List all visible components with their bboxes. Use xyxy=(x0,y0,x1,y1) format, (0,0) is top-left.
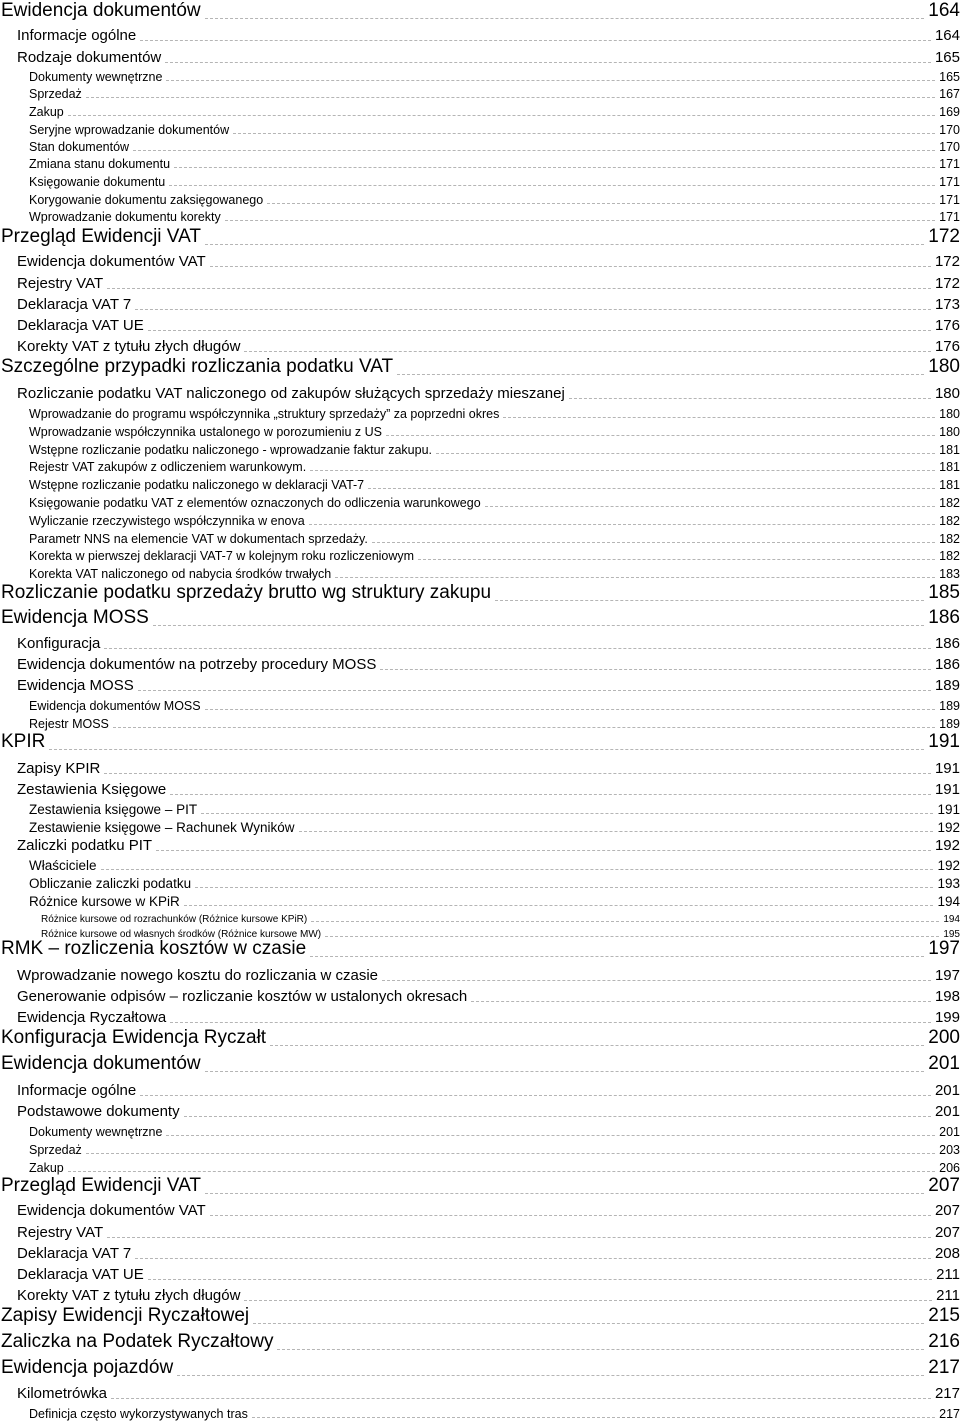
toc-entry xyxy=(0,583,960,604)
toc-entry xyxy=(0,894,960,909)
toc-entry xyxy=(0,760,960,777)
toc-leader-dots xyxy=(253,1323,924,1324)
toc-entry xyxy=(0,988,960,1005)
toc-entry-page-number: 201 xyxy=(934,1082,960,1099)
toc-entry-title: Szczególne przypadki rozliczania podatku VAT xyxy=(1,356,394,377)
toc-entry-page-number: 164 xyxy=(928,0,960,21)
toc-leader-dots xyxy=(569,398,931,399)
toc-entry-page-number: 192 xyxy=(937,858,960,873)
toc-entry xyxy=(0,548,960,563)
toc-entry-page-number: 216 xyxy=(928,1331,960,1352)
toc-entry-title: Ewidencja dokumentów VAT xyxy=(17,1202,206,1219)
toc-leader-dots xyxy=(166,80,935,81)
toc-entry-title: Zestawienie księgowe – Rachunek Wyników xyxy=(29,820,295,835)
toc-entry xyxy=(0,635,960,652)
toc-entry-page-number: 201 xyxy=(939,1125,960,1139)
toc-entry-page-number: 182 xyxy=(939,549,960,563)
toc-entry-page-number: 182 xyxy=(939,496,960,510)
toc-entry-title: Seryjne wprowadzanie dokumentów xyxy=(29,123,230,137)
toc-entry xyxy=(0,49,960,66)
toc-leader-dots xyxy=(368,488,935,489)
toc-entry-title: Księgowanie podatku VAT z elementów oznaczonych do odliczenia warunkowego xyxy=(29,496,481,510)
toc-entry xyxy=(0,495,960,510)
toc-leader-dots xyxy=(233,133,935,134)
toc-leader-dots xyxy=(148,330,931,331)
toc-entry-title: Korekta w pierwszej deklaracji VAT-7 w kolejnym roku rozliczeniowym xyxy=(29,549,415,563)
toc-leader-dots xyxy=(436,453,935,454)
toc-leader-dots xyxy=(107,288,931,289)
toc-leader-dots xyxy=(111,1398,931,1399)
toc-leader-dots xyxy=(380,669,931,670)
toc-entry xyxy=(0,1224,960,1241)
toc-entry-page-number: 181 xyxy=(939,478,960,492)
toc-entry-page-number: 215 xyxy=(928,1305,960,1326)
toc-entry-page-number: 194 xyxy=(937,894,960,909)
toc-entry xyxy=(0,209,960,224)
toc-entry-title: Księgowanie dokumentu xyxy=(29,175,166,189)
toc-entry xyxy=(0,1202,960,1219)
toc-entry-title: Rejestr VAT zakupów z odliczeniem warunkowym. xyxy=(29,460,307,474)
toc-entry xyxy=(0,1160,960,1175)
toc-entry xyxy=(0,296,960,313)
toc-entry xyxy=(0,104,960,119)
toc-entry-title: Zakup xyxy=(29,105,64,119)
toc-leader-dots xyxy=(325,936,939,937)
toc-entry xyxy=(0,174,960,189)
toc-leader-dots xyxy=(310,470,935,471)
toc-entry-page-number: 176 xyxy=(934,338,960,355)
toc-entry xyxy=(0,122,960,137)
toc-entry xyxy=(0,1124,960,1139)
toc-entry-title: Zaliczka na Podatek Ryczałtowy xyxy=(1,1331,274,1352)
toc-leader-dots xyxy=(170,794,931,795)
toc-entry xyxy=(0,1009,960,1026)
toc-entry xyxy=(0,837,960,854)
toc-entry-page-number: 182 xyxy=(939,532,960,546)
toc-leader-dots xyxy=(210,1215,931,1216)
toc-entry xyxy=(0,1332,960,1353)
toc-leader-dots xyxy=(495,600,924,601)
toc-entry xyxy=(0,338,960,355)
toc-entry-title: Różnice kursowe od rozrachunków (Różnice kursowe KPiR) xyxy=(41,914,308,925)
toc-entry-page-number: 172 xyxy=(934,275,960,292)
toc-leader-dots xyxy=(210,266,931,267)
toc-entry-page-number: 195 xyxy=(943,929,960,940)
toc-entry xyxy=(0,192,960,207)
toc-entry-page-number: 191 xyxy=(937,802,960,817)
toc-entry-title: Ewidencja dokumentów xyxy=(1,0,201,21)
toc-entry-page-number: 203 xyxy=(939,1143,960,1157)
toc-entry-page-number: 182 xyxy=(939,514,960,528)
toc-entry xyxy=(0,858,960,873)
toc-entry-page-number: 217 xyxy=(934,1385,960,1402)
toc-entry-page-number: 180 xyxy=(928,356,960,377)
toc-entry-title: Ewidencja MOSS xyxy=(1,607,149,628)
toc-entry-title: Obliczanie zaliczki podatku xyxy=(29,876,192,891)
toc-entry-page-number: 207 xyxy=(934,1224,960,1241)
toc-entry-page-number: 207 xyxy=(928,1175,960,1196)
toc-entry xyxy=(0,1103,960,1120)
toc-entry-title: Generowanie odpisów – rozliczanie kosztów w ustalonych okresach xyxy=(17,988,468,1005)
toc-entry-title: Rozliczanie podatku sprzedaży brutto wg struktury zakupu xyxy=(1,582,492,603)
toc-entry xyxy=(0,139,960,154)
toc-entry xyxy=(0,459,960,474)
toc-entry xyxy=(0,820,960,835)
toc-leader-dots xyxy=(225,220,935,221)
toc-leader-dots xyxy=(107,1237,931,1238)
toc-entry-page-number: 189 xyxy=(939,717,960,731)
toc-entry xyxy=(0,1406,960,1421)
toc-entry xyxy=(0,939,960,960)
toc-entry xyxy=(0,1358,960,1379)
toc-entry-page-number: 167 xyxy=(939,87,960,101)
toc-leader-dots xyxy=(148,1279,932,1280)
toc-leader-dots xyxy=(252,1417,935,1418)
toc-entry-page-number: 172 xyxy=(928,226,960,247)
toc-entry-page-number: 181 xyxy=(939,443,960,457)
toc-leader-dots xyxy=(104,773,931,774)
toc-entry-page-number: 169 xyxy=(939,105,960,119)
toc-entry-title: KPIR xyxy=(1,731,46,752)
toc-entry-title: Wprowadzanie współczynnika ustalonego w porozumieniu z US xyxy=(29,425,382,439)
toc-entry-page-number: 193 xyxy=(937,876,960,891)
toc-entry-title: Rozliczanie podatku VAT naliczonego od zakupów służących sprzedaży mieszanej xyxy=(17,385,565,402)
toc-entry-title: Ewidencja MOSS xyxy=(17,677,134,694)
toc-entry-page-number: 197 xyxy=(934,967,960,984)
toc-entry-title: Ewidencja dokumentów VAT xyxy=(17,253,206,270)
toc-entry-title: Informacje ogólne xyxy=(17,1082,137,1099)
toc-entry-title: Zapisy Ewidencji Ryczałtowej xyxy=(1,1305,250,1326)
toc-entry xyxy=(0,967,960,984)
toc-entry-page-number: 191 xyxy=(928,731,960,752)
toc-entry-title: Deklaracja VAT UE xyxy=(17,317,144,334)
toc-entry-title: Korekta VAT naliczonego od nabycia środków trwałych xyxy=(29,567,332,581)
toc-leader-dots xyxy=(170,1022,931,1023)
toc-entry-title: Korekty VAT z tytułu złych długów xyxy=(17,338,241,355)
toc-entry-title: Wstępne rozliczanie podatku naliczonego - wprowadzanie faktur zakupu. xyxy=(29,443,433,457)
toc-leader-dots xyxy=(299,831,934,832)
toc-entry-page-number: 199 xyxy=(934,1009,960,1026)
toc-leader-dots xyxy=(135,309,931,310)
toc-entry-page-number: 180 xyxy=(939,407,960,421)
toc-entry-page-number: 170 xyxy=(939,140,960,154)
toc-entry-title: Konfiguracja xyxy=(17,635,101,652)
toc-entry xyxy=(0,424,960,439)
toc-leader-dots xyxy=(86,97,935,98)
toc-entry-title: Podstawowe dokumenty xyxy=(17,1103,180,1120)
toc-leader-dots xyxy=(86,1153,935,1154)
toc-leader-dots xyxy=(165,62,931,63)
toc-leader-dots xyxy=(113,727,935,728)
toc-leader-dots xyxy=(244,1300,932,1301)
toc-leader-dots xyxy=(471,1001,931,1002)
toc-entry-page-number: 191 xyxy=(934,781,960,798)
toc-entry xyxy=(0,1287,960,1304)
toc-entry xyxy=(0,566,960,581)
toc-entry-page-number: 217 xyxy=(939,1407,960,1421)
toc-entry xyxy=(0,1306,960,1327)
toc-entry-title: Różnice kursowe od własnych środków (Różnice kursowe MW) xyxy=(41,929,322,940)
toc-entry-title: Definicja często wykorzystywanych tras xyxy=(29,1407,248,1421)
toc-leader-dots xyxy=(49,749,924,750)
toc-entry-page-number: 171 xyxy=(939,175,960,189)
toc-entry-page-number: 201 xyxy=(928,1053,960,1074)
toc-entry-title: Przegląd Ewidencji VAT xyxy=(1,226,201,247)
toc-entry-title: Zakup xyxy=(29,1161,64,1175)
toc-entry-title: Wprowadzanie nowego kosztu do rozliczania w czasie xyxy=(17,967,379,984)
toc-entry-page-number: 186 xyxy=(934,656,960,673)
toc-entry xyxy=(0,608,960,629)
toc-entry xyxy=(0,156,960,171)
toc-entry xyxy=(0,1082,960,1099)
toc-leader-dots xyxy=(418,559,935,560)
toc-leader-dots xyxy=(169,185,935,186)
toc-entry-page-number: 186 xyxy=(928,607,960,628)
toc-entry-title: Sprzedaż xyxy=(29,87,82,101)
toc-leader-dots xyxy=(140,1095,931,1096)
toc-entry-title: Ewidencja Ryczałtowa xyxy=(17,1009,167,1026)
toc-entry xyxy=(0,913,960,925)
toc-leader-dots xyxy=(101,869,934,870)
toc-entry-page-number: 180 xyxy=(939,425,960,439)
toc-entry-title: Zaliczki podatku PIT xyxy=(17,837,153,854)
toc-leader-dots xyxy=(277,1349,924,1350)
toc-entry xyxy=(0,1245,960,1262)
toc-entry xyxy=(0,531,960,546)
toc-entry xyxy=(0,385,960,402)
toc-leader-dots xyxy=(68,115,935,116)
toc-entry-page-number: 164 xyxy=(934,27,960,44)
toc-entry-page-number: 189 xyxy=(934,677,960,694)
toc-entry-title: Rejestr MOSS xyxy=(29,717,109,731)
toc-entry-title: Deklaracja VAT 7 xyxy=(17,296,132,313)
toc-entry-title: Zapisy KPIR xyxy=(17,760,101,777)
toc-entry xyxy=(0,275,960,292)
toc-entry xyxy=(0,656,960,673)
toc-entry xyxy=(0,86,960,101)
toc-entry-page-number: 183 xyxy=(939,567,960,581)
toc-leader-dots xyxy=(205,709,936,710)
toc-entry-title: Ewidencja dokumentów xyxy=(1,1053,201,1074)
toc-entry-page-number: 171 xyxy=(939,210,960,224)
toc-leader-dots xyxy=(311,921,939,922)
toc-leader-dots xyxy=(140,40,931,41)
toc-entry xyxy=(0,781,960,798)
toc-entry xyxy=(0,1054,960,1075)
toc-leader-dots xyxy=(133,150,935,151)
toc-leader-dots xyxy=(205,18,925,19)
toc-entry xyxy=(0,1266,960,1283)
toc-entry-title: Deklaracja VAT 7 xyxy=(17,1245,132,1262)
toc-leader-dots xyxy=(205,244,924,245)
toc-entry xyxy=(0,677,960,694)
toc-leader-dots xyxy=(205,1071,925,1072)
toc-leader-dots xyxy=(104,648,931,649)
toc-entry-title: Deklaracja VAT UE xyxy=(17,1266,144,1283)
toc-leader-dots xyxy=(310,956,924,957)
toc-leader-dots xyxy=(195,887,933,888)
toc-entry-title: Różnice kursowe w KPiR xyxy=(29,894,180,909)
toc-leader-dots xyxy=(372,542,935,543)
toc-entry-page-number: 207 xyxy=(934,1202,960,1219)
toc-entry-title: Parametr NNS na elemencie VAT w dokumentach sprzedaży. xyxy=(29,532,368,546)
toc-leader-dots xyxy=(267,203,935,204)
toc-entry xyxy=(0,406,960,421)
toc-entry-page-number: 206 xyxy=(939,1161,960,1175)
toc-entry xyxy=(0,513,960,528)
toc-leader-dots xyxy=(270,1045,924,1046)
toc-entry-title: Stan dokumentów xyxy=(29,140,130,154)
toc-entry-page-number: 208 xyxy=(934,1245,960,1262)
toc-entry-page-number: 198 xyxy=(934,988,960,1005)
toc-entry-page-number: 189 xyxy=(939,699,960,713)
toc-entry-page-number: 200 xyxy=(928,1027,960,1048)
toc-entry xyxy=(0,227,960,248)
toc-entry-title: Wprowadzanie dokumentu korekty xyxy=(29,210,221,224)
toc-entry xyxy=(0,1385,960,1402)
toc-leader-dots xyxy=(503,417,935,418)
toc-entry xyxy=(0,1176,960,1197)
toc-entry-title: Ewidencja dokumentów na potrzeby procedury MOSS xyxy=(17,656,377,673)
toc-leader-dots xyxy=(382,980,931,981)
toc-entry xyxy=(0,1,960,22)
toc-entry-title: Konfiguracja Ewidencja Ryczałt xyxy=(1,1027,267,1048)
toc-entry xyxy=(0,357,960,378)
toc-entry-title: Dokumenty wewnętrzne xyxy=(29,1125,163,1139)
toc-entry xyxy=(0,317,960,334)
toc-entry-page-number: 170 xyxy=(939,123,960,137)
toc-entry-page-number: 217 xyxy=(928,1357,960,1378)
toc-leader-dots xyxy=(156,850,931,851)
toc-entry-title: Ewidencja dokumentów MOSS xyxy=(29,699,201,713)
toc-entry xyxy=(0,698,960,713)
toc-entry xyxy=(0,1142,960,1157)
toc-entry-title: Korekty VAT z tytułu złych długów xyxy=(17,1287,241,1304)
toc-entry xyxy=(0,477,960,492)
toc-entry-page-number: 211 xyxy=(936,1287,960,1304)
toc-entry-page-number: 180 xyxy=(934,385,960,402)
toc-leader-dots xyxy=(177,1375,924,1376)
toc-entry-page-number: 211 xyxy=(936,1266,960,1283)
toc-entry-page-number: 176 xyxy=(934,317,960,334)
toc-entry-title: Sprzedaż xyxy=(29,1143,82,1157)
toc-entry-page-number: 181 xyxy=(939,460,960,474)
toc-entry-page-number: 172 xyxy=(934,253,960,270)
toc-leader-dots xyxy=(244,351,931,352)
toc-entry xyxy=(0,876,960,891)
toc-leader-dots xyxy=(397,374,924,375)
toc-leader-dots xyxy=(68,1171,935,1172)
toc-leader-dots xyxy=(184,1116,931,1117)
toc-entry-title: Dokumenty wewnętrzne xyxy=(29,70,163,84)
toc-entry-title: RMK – rozliczenia kosztów w czasie xyxy=(1,938,307,959)
toc-entry xyxy=(0,716,960,731)
toc-entry-title: Wyliczanie rzeczywistego współczynnika w enova xyxy=(29,514,305,528)
toc-entry-title: Korygowanie dokumentu zaksięgowanego xyxy=(29,193,264,207)
toc-entry xyxy=(0,69,960,84)
toc-entry-title: Właściciele xyxy=(29,858,97,873)
toc-entry-title: Zmiana stanu dokumentu xyxy=(29,157,171,171)
toc-entry xyxy=(0,732,960,753)
toc-entry xyxy=(0,253,960,270)
toc-leader-dots xyxy=(166,1135,935,1136)
toc-entry xyxy=(0,27,960,44)
toc-entry-page-number: 191 xyxy=(934,760,960,777)
toc-entry-page-number: 197 xyxy=(928,938,960,959)
toc-leader-dots xyxy=(485,506,935,507)
toc-entry-title: Rejestry VAT xyxy=(17,1224,104,1241)
toc-entry-page-number: 186 xyxy=(934,635,960,652)
toc-leader-dots xyxy=(174,167,935,168)
toc-entry-title: Wprowadzanie do programu współczynnika „struktury sprzedaży” za poprzedni okres xyxy=(29,407,500,421)
toc-leader-dots xyxy=(309,524,935,525)
toc-entry-title: Informacje ogólne xyxy=(17,27,137,44)
toc-entry-page-number: 165 xyxy=(939,70,960,84)
toc-entry xyxy=(0,1028,960,1049)
toc-entry-page-number: 201 xyxy=(934,1103,960,1120)
toc-entry-title: Wstępne rozliczanie podatku naliczonego w deklaracji VAT-7 xyxy=(29,478,365,492)
toc-entry-page-number: 194 xyxy=(943,914,960,925)
toc-entry-page-number: 171 xyxy=(939,193,960,207)
toc-entry-title: Rejestry VAT xyxy=(17,275,104,292)
toc-leader-dots xyxy=(184,905,934,906)
toc-entry-title: Ewidencja pojazdów xyxy=(1,1357,174,1378)
toc-entry xyxy=(0,802,960,817)
toc-entry xyxy=(0,442,960,457)
toc-entry-page-number: 165 xyxy=(934,49,960,66)
toc-leader-dots xyxy=(138,690,931,691)
toc-entry-page-number: 173 xyxy=(934,296,960,313)
toc-leader-dots xyxy=(135,1258,931,1259)
toc-entry-title: Zestawienia księgowe – PIT xyxy=(29,802,198,817)
toc-leader-dots xyxy=(205,1193,924,1194)
toc-entry-title: Przegląd Ewidencji VAT xyxy=(1,1175,201,1196)
toc-entry-page-number: 192 xyxy=(934,837,960,854)
toc-leader-dots xyxy=(335,577,935,578)
toc-entry-title: Rodzaje dokumentów xyxy=(17,49,162,66)
toc-leader-dots xyxy=(153,625,924,626)
toc-entry-title: Zestawienia Księgowe xyxy=(17,781,167,798)
toc-entry-title: Kilometrówka xyxy=(17,1385,108,1402)
toc-leader-dots xyxy=(386,435,935,436)
toc-leader-dots xyxy=(201,813,933,814)
toc-entry-page-number: 171 xyxy=(939,157,960,171)
toc-entry-page-number: 185 xyxy=(928,582,960,603)
toc-entry-page-number: 192 xyxy=(937,820,960,835)
